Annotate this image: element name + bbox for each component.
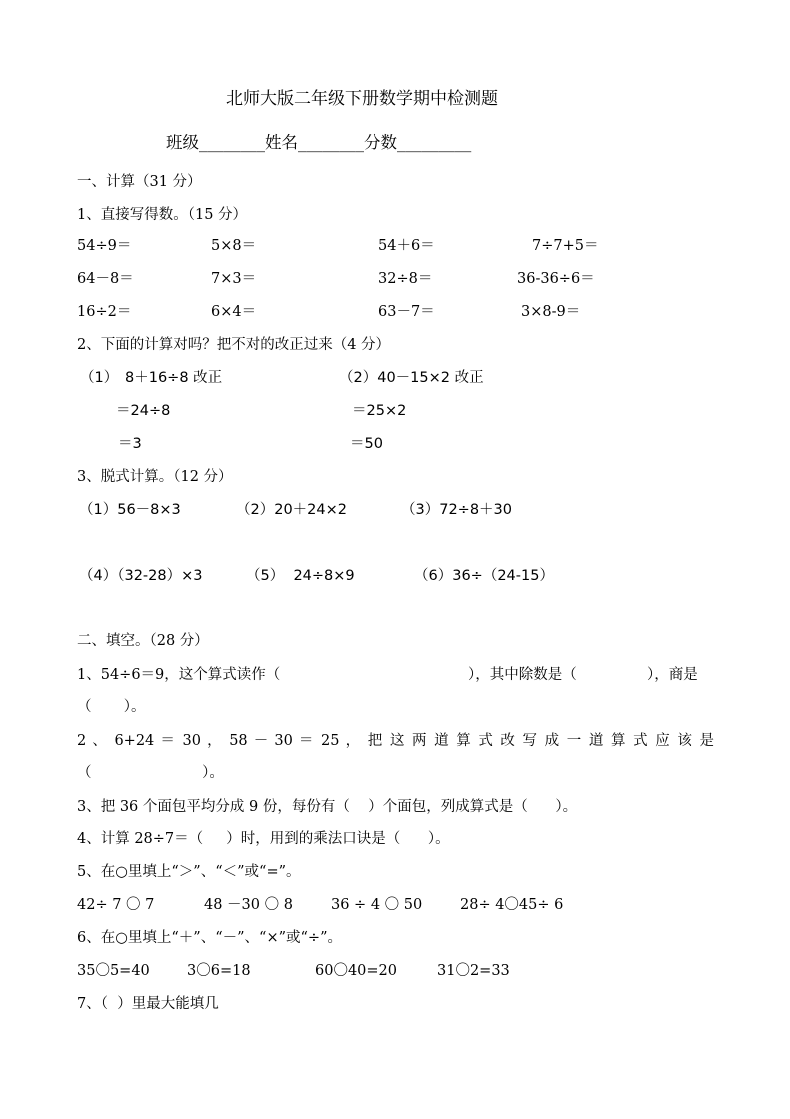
calc-cell: 54＋6＝ (378, 238, 435, 254)
q2b-step1: ＝25×2 (352, 403, 407, 419)
calc-cell: 54÷9＝ (77, 238, 132, 254)
score-label: 分数 (364, 133, 397, 152)
name-label: 姓名 (265, 133, 298, 152)
compare-item: 28÷ 4〇45÷ 6 (460, 897, 564, 913)
fill-q1-line2: （ ）。 (77, 699, 146, 715)
q2b-step2: ＝50 (350, 436, 383, 452)
fill-q2-line1: 2 、 6+24 ＝ 30 ， 58 － 30 ＝ 25 ， 把 这 两 道 算 式 改 写 成 一 道 算 式 应 该 是 (77, 733, 714, 749)
section2-heading: 二、填空。（28 分） (77, 633, 209, 649)
calc-cell: 64－8＝ (77, 271, 134, 287)
fill-q1-mid: ），其中除数是（ (468, 667, 577, 683)
fill-q1-right: ），商是 (647, 667, 698, 683)
expression-item: （2）20＋24×2 (236, 502, 348, 518)
calc-cell: 5×8＝ (211, 238, 257, 254)
operator-item: 60〇40=20 (315, 963, 398, 979)
calc-cell: 6×4＝ (211, 304, 257, 320)
calc-cell: 63－7＝ (378, 304, 435, 320)
q2-title: 2、下面的计算对吗？把不对的改正过来（4 分） (77, 337, 391, 353)
fill-q7: 7、（ ）里最大能填几 (77, 996, 219, 1012)
calc-cell: 7÷7+5＝ (532, 238, 599, 254)
q2a-step2: ＝3 (118, 436, 142, 452)
name-blank: ________ (298, 133, 364, 152)
q2a-expression: 8＋16÷8 改正 (125, 370, 223, 386)
q2a-step1: ＝24÷8 (116, 403, 171, 419)
score-blank: _________ (397, 133, 472, 152)
expression-item: （4）（32-28）×3 (79, 568, 203, 584)
operator-item: 3〇6=18 (187, 963, 251, 979)
expression-item: （3）72÷8＋30 (401, 502, 513, 518)
compare-item: 42÷ 7 〇 7 (77, 897, 155, 913)
fill-q6-title: 6、在○里填上“＋”、“－”、“×”或“÷”。 (77, 930, 342, 946)
fill-q5-title: 5、在○里填上“＞”、“＜”或“=”。 (77, 864, 301, 880)
compare-item: 36 ÷ 4 〇 50 (331, 897, 423, 913)
operator-item: 31〇2=33 (437, 963, 510, 979)
fill-q1-left: 1、54÷6＝9，这个算式读作（ (77, 667, 281, 683)
expression-item: （5） 24÷8×9 (246, 568, 355, 584)
calc-cell: 36-36÷6＝ (517, 271, 595, 287)
q2b-expression: （2）40－15×2 改正 (339, 370, 484, 386)
fill-q4: 4、计算 28÷7＝（ ）时，用到的乘法口诀是（ ）。 (77, 831, 450, 847)
expression-item: （1）56－8×3 (79, 502, 181, 518)
calc-cell: 16÷2＝ (77, 304, 132, 320)
q2a-number: （1） (80, 370, 119, 386)
section1-heading: 一、计算（31 分） (77, 174, 202, 190)
page-title: 北师大版二年级下册数学期中检测题 (226, 89, 498, 109)
calc-cell: 32÷8＝ (378, 271, 433, 287)
calc-cell: 3×8-9＝ (521, 304, 581, 320)
fill-q3: 3、把 36 个面包平均分成 9 份，每份有（ ）个面包，列成算式是（ ）。 (77, 799, 578, 815)
header-info (166, 133, 471, 153)
expression-item: （6）36÷（24-15） (414, 568, 554, 584)
fill-q2-line2: （ ）。 (77, 765, 224, 781)
calc-cell: 7×3＝ (211, 271, 257, 287)
class-label: 班级 (166, 133, 199, 152)
class-blank: ________ (199, 133, 265, 152)
q3-title: 3、脱式计算。（12 分） (77, 469, 233, 485)
compare-item: 48 －30 〇 8 (204, 897, 293, 913)
q1-title: 1、直接写得数。（15 分） (77, 207, 248, 223)
operator-item: 35〇5=40 (77, 963, 150, 979)
